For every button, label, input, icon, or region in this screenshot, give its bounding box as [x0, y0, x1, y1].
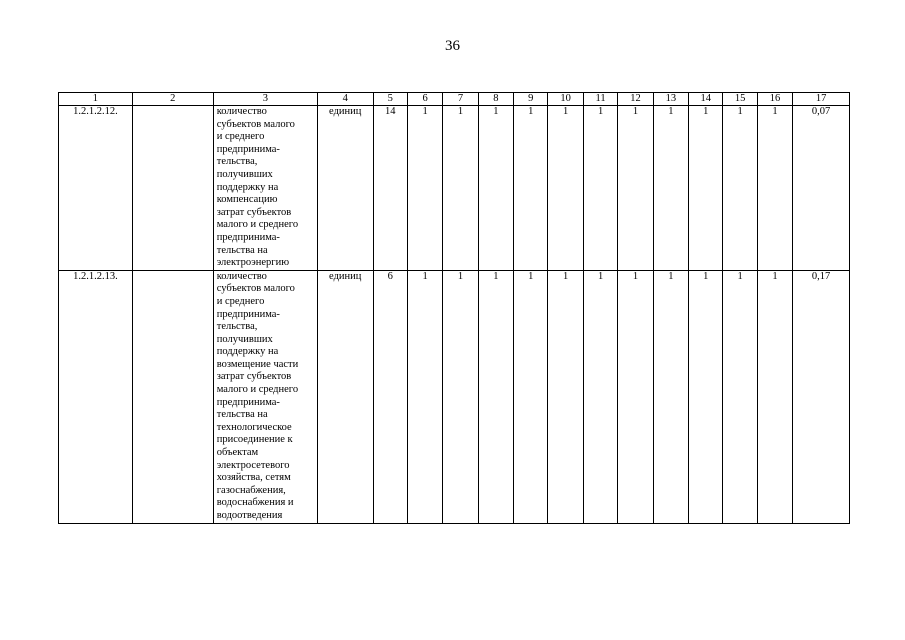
value-cell: 1: [548, 106, 583, 271]
indicator-name: количество субъектов малого и среднего предпринима- тельства, получивших поддержку на компенсацию затрат субъектов малого и среднего предпринима- тельства на электроэнергию: [213, 106, 317, 271]
value-cell: 1: [723, 106, 757, 271]
unit-cell: единиц: [317, 106, 373, 271]
row-cell-col2: [132, 270, 213, 523]
value-cell: 1: [757, 270, 792, 523]
value-cell: 1: [653, 106, 688, 271]
column-header: 10: [548, 93, 583, 106]
column-header: 11: [583, 93, 617, 106]
value-cell: 1: [443, 270, 478, 523]
value-cell: 1: [478, 270, 513, 523]
row-number: 1.2.1.2.13.: [59, 270, 133, 523]
column-header: 1: [59, 93, 133, 106]
column-header: 16: [757, 93, 792, 106]
value-cell: 1: [407, 270, 442, 523]
value-cell: 1: [618, 270, 653, 523]
column-header: 12: [618, 93, 653, 106]
value-cell: 1: [443, 106, 478, 271]
value-cell: 1: [478, 106, 513, 271]
value-cell: 1: [583, 270, 617, 523]
column-header: 4: [317, 93, 373, 106]
column-header: 6: [407, 93, 442, 106]
column-header: 17: [793, 93, 850, 106]
column-header: 9: [514, 93, 548, 106]
value-cell: 1: [514, 106, 548, 271]
indicator-name: количество субъектов малого и среднего предпринима- тельства, получивших поддержку на возмещение части затрат субъектов малого и среднего предпринима- тельства на технологическое присоединение к объектам электросетевого хозяйства, сетям газоснабжения, водоснабжения и водоотведения: [213, 270, 317, 523]
value-cell: 1: [689, 270, 723, 523]
column-header: 14: [689, 93, 723, 106]
value-cell: 0,17: [793, 270, 850, 523]
column-header: 5: [373, 93, 407, 106]
header-row: [59, 93, 850, 106]
value-cell: 1: [548, 270, 583, 523]
value-cell: 1: [757, 106, 792, 271]
value-cell: 1: [618, 106, 653, 271]
table-row: [59, 106, 850, 271]
row-cell-col2: [132, 106, 213, 271]
page-number: 36: [445, 38, 460, 54]
column-header: 3: [213, 93, 317, 106]
column-header: 13: [653, 93, 688, 106]
value-cell: 6: [373, 270, 407, 523]
column-header: 8: [478, 93, 513, 106]
value-cell: 1: [723, 270, 757, 523]
value-cell: 0,07: [793, 106, 850, 271]
value-cell: 1: [689, 106, 723, 271]
indicator-table: [58, 92, 850, 524]
value-cell: 1: [407, 106, 442, 271]
row-number: 1.2.1.2.12.: [59, 106, 133, 271]
column-header: 2: [132, 93, 213, 106]
column-header: 15: [723, 93, 757, 106]
column-header: 7: [443, 93, 478, 106]
unit-cell: единиц: [317, 270, 373, 523]
table-row: [59, 270, 850, 523]
value-cell: 1: [583, 106, 617, 271]
value-cell: 14: [373, 106, 407, 271]
value-cell: 1: [653, 270, 688, 523]
value-cell: 1: [514, 270, 548, 523]
